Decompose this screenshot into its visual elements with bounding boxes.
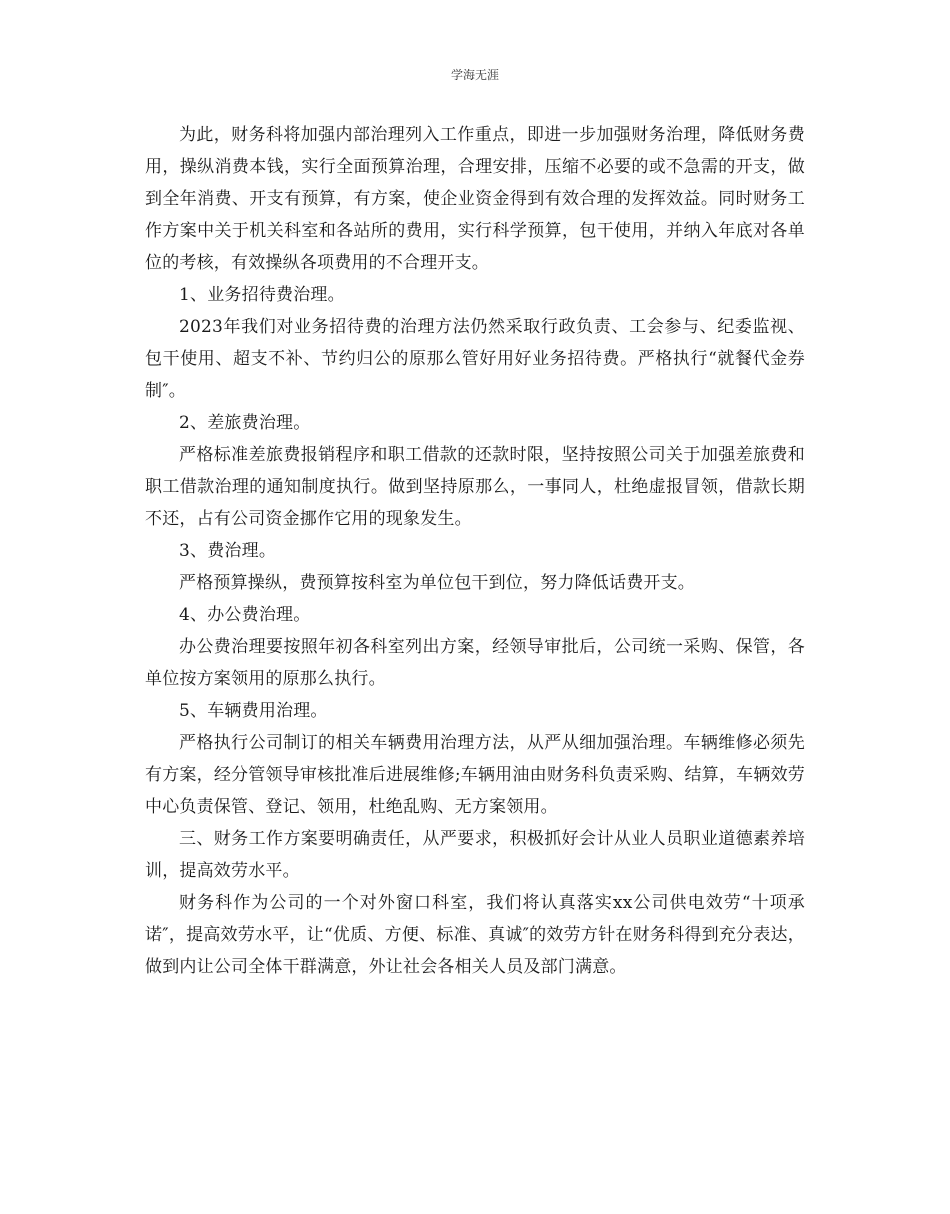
paragraph-intro: 为此，财务科将加强内部治理列入工作重点，即进一步加强财务治理，降低财务费用，操纵消费本钱，实行全面预算治理，合理安排，压缩不必要的或不急需的开支，做到全年消费、开支有预算，有方案，使企业资金得到有效合理的发挥效益。同时财务工作方案中关于机关科室和各站所的费用，实行科学预算，包干使用，并纳入年底对各单位的考核，有效操纵各项费用的不合理开支。 [145,125,805,273]
paragraph-office-expense: 办公费治理要按照年初各科室列出方案，经领导审批后，公司统一采购、保管，各单位按方案领用的原那么执行。 [145,637,805,689]
section-three-heading: 三、财务工作方案要明确责任，从严要求，积极抓好会计从业人员职业道德素养培训，提高效劳水平。 [145,829,805,881]
heading-phone-expense: 3、费治理。 [179,541,277,561]
paragraph-service-commitment: 财务科作为公司的一个对外窗口科室，我们将认真落实xx公司供电效劳“十项承诺″，提高效劳水平，让“优质、方便、标准、真诚″的效劳方针在财务科得到充分表达，做到内让公司全体干群满意，外让社会各相关人员及部门满意。 [145,893,805,977]
heading-entertainment-expense: 1、业务招待费治理。 [179,285,345,305]
document-body [145,119,805,983]
heading-office-expense: 4、办公费治理。 [179,605,311,625]
heading-vehicle-expense: 5、车辆费用治理。 [179,701,328,721]
paragraph-vehicle-expense: 严格执行公司制订的相关车辆费用治理方法，从严从细加强治理。车辆维修必须先有方案，经分管领导审核批准后进展维修;车辆用油由财务科负责采购、结算，车辆效劳中心负责保管、登记、领用，杜绝乱购、无方案领用。 [145,733,805,817]
page-header: 学海无涯 [450,68,499,82]
paragraph-entertainment-expense: 2023年我们对业务招待费的治理方法仍然采取行政负责、工会参与、纪委监视、包干使用、超支不补、节约归公的原那么管好用好业务招待费。严格执行“就餐代金券制″。 [145,317,805,401]
heading-travel-expense: 2、差旅费治理。 [179,413,311,433]
paragraph-phone-expense: 严格预算操纵，费预算按科室为单位包干到位，努力降低话费开支。 [179,573,695,593]
paragraph-travel-expense: 严格标准差旅费报销程序和职工借款的还款时限，坚持按照公司关于加强差旅费和职工借款治理的通知制度执行。做到坚持原那么，一事同人，杜绝虚报冒领，借款长期不还，占有公司资金挪作它用的现象发生。 [145,445,805,529]
